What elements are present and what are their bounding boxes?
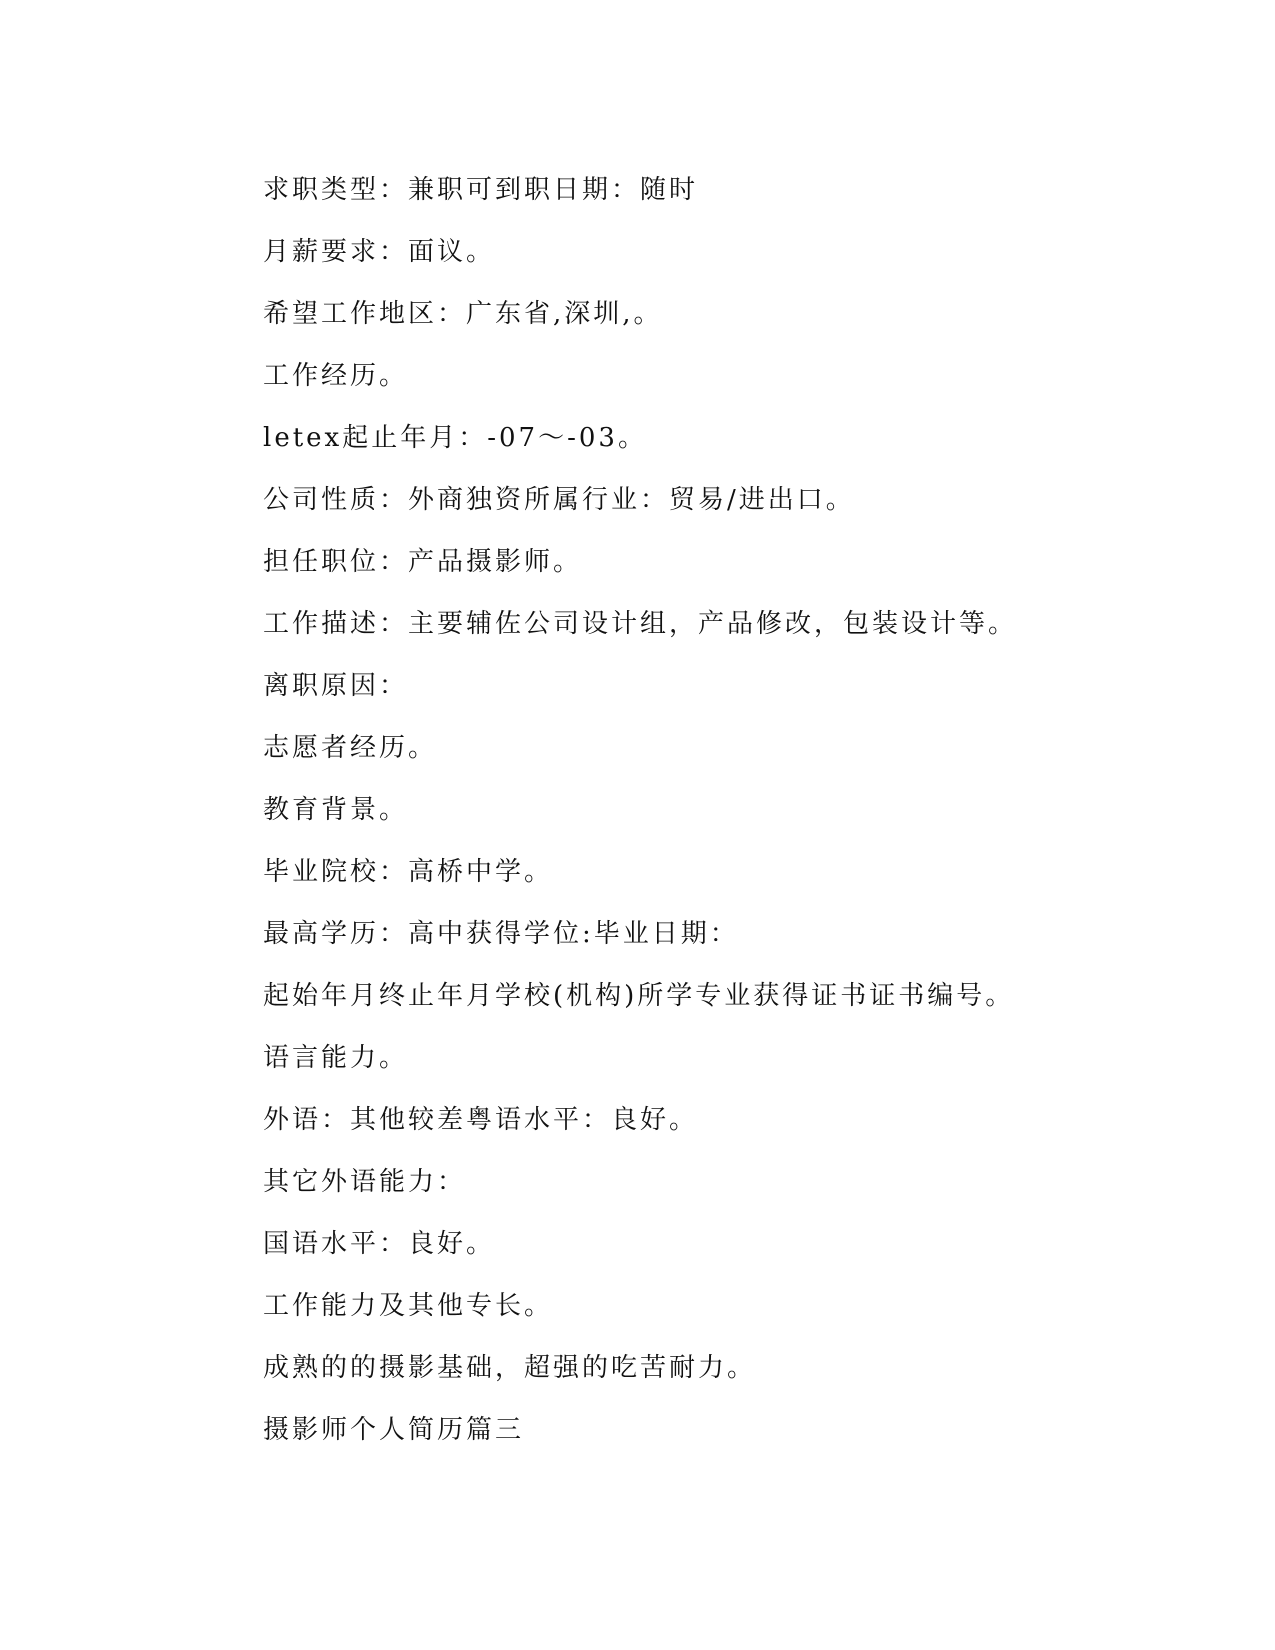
period-line: letex起止年月：-07～-03。 (263, 423, 647, 453)
document-body (263, 164, 1163, 1466)
position-line: 担任职位：产品摄影师。 (263, 547, 583, 577)
mandarin-line: 国语水平：良好。 (263, 1229, 496, 1259)
skills-heading: 工作能力及其他专长。 (263, 1291, 554, 1321)
job-type-line: 求职类型：兼职可到职日期：随时 (263, 175, 699, 205)
job-description-line: 工作描述：主要辅佐公司设计组，产品修改，包装设计等。 (263, 609, 1018, 639)
school-line: 毕业院校：高桥中学。 (263, 857, 554, 887)
work-area-line: 希望工作地区：广东省,深圳,。 (263, 299, 663, 329)
language-heading: 语言能力。 (263, 1043, 409, 1073)
leave-reason-line: 离职原因： (263, 671, 409, 701)
work-experience-heading: 工作经历。 (263, 361, 409, 391)
salary-line: 月薪要求：面议。 (263, 237, 496, 267)
other-language-line: 其它外语能力： (263, 1167, 467, 1197)
foreign-language-line: 外语：其他较差粤语水平：良好。 (263, 1105, 699, 1135)
volunteer-heading: 志愿者经历。 (263, 733, 438, 763)
education-heading: 教育背景。 (263, 795, 409, 825)
company-nature-line: 公司性质：外商独资所属行业：贸易/进出口。 (263, 485, 855, 515)
section-title: 摄影师个人简历篇三 (263, 1415, 525, 1445)
education-table-header: 起始年月终止年月学校(机构)所学专业获得证书证书编号。 (263, 981, 1015, 1011)
degree-line: 最高学历：高中获得学位:毕业日期： (263, 919, 739, 949)
skills-line: 成熟的的摄影基础，超强的吃苦耐力。 (263, 1353, 757, 1383)
